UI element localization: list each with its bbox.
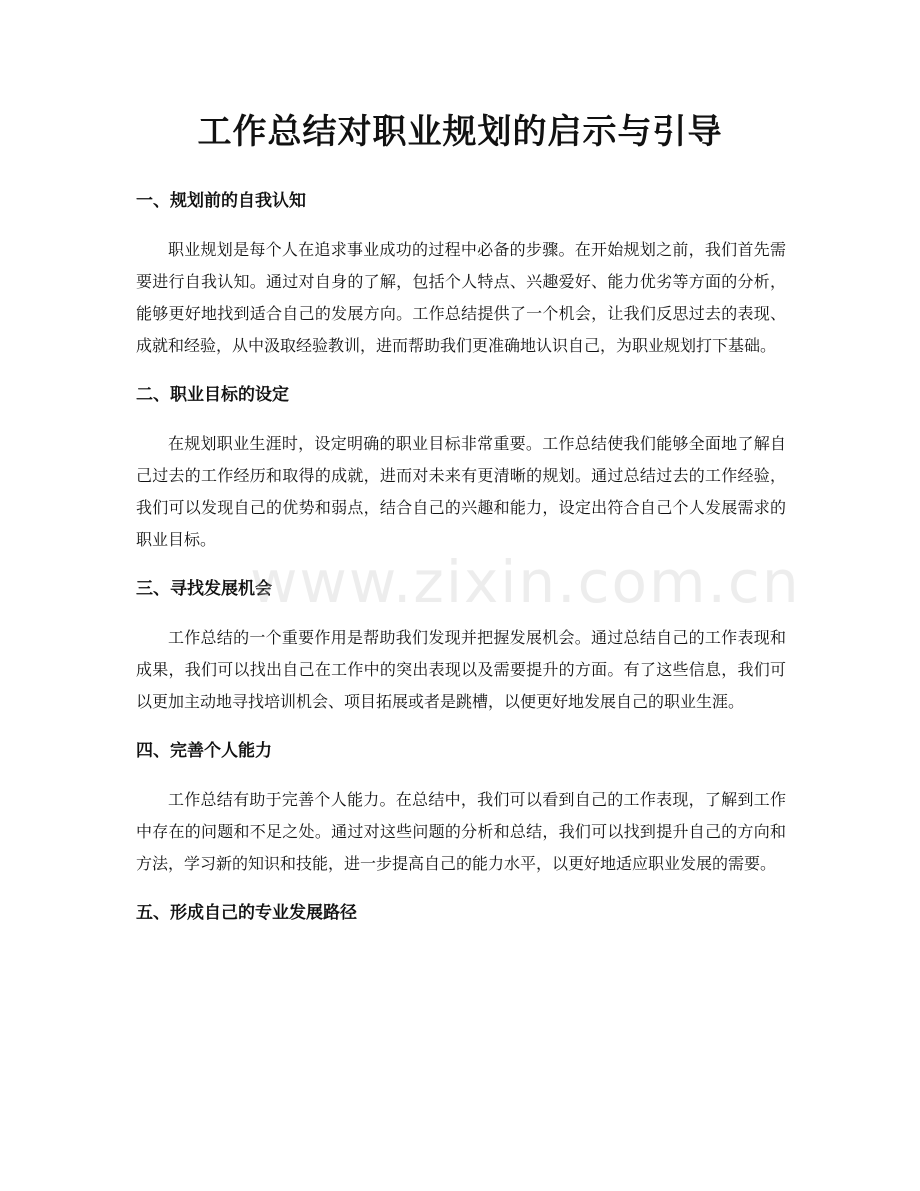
document-title: 工作总结对职业规划的启示与引导 <box>197 112 723 152</box>
section-heading: 四、完善个人能力 <box>136 741 272 761</box>
section-paragraph: 工作总结有助于完善个人能力。在总结中，我们可以看到自己的工作表现，了解到工作中存在的问题和不足之处。通过对这些问题的分析和总结，我们可以找到提升自己的方向和方法，学习新的知识和技能，进一步提高自己的能力水平，以更好地适应职业发展的需要。 <box>136 790 786 873</box>
section-paragraph: 在规划职业生涯时，设定明确的职业目标非常重要。工作总结使我们能够全面地了解自己过去的工作经历和取得的成就，进而对未来有更清晰的规划。通过总结过去的工作经验，我们可以发现自己的优势和弱点，结合自己的兴趣和能力，设定出符合自己个人发展需求的职业目标。 <box>136 434 786 549</box>
section-3 <box>136 570 786 718</box>
section-2 <box>136 376 786 556</box>
section-heading: 二、职业目标的设定 <box>136 385 289 405</box>
section-paragraph: 职业规划是每个人在追求事业成功的过程中必备的步骤。在开始规划之前，我们首先需要进行自我认知。通过对自身的了解，包括个人特点、兴趣爱好、能力优劣等方面的分析，能够更好地找到适合自己的发展方向。工作总结提供了一个机会，让我们反思过去的表现、成就和经验，从中汲取经验教训，进而帮助我们更准确地认识自己，为职业规划打下基础。 <box>136 240 786 355</box>
section-heading: 一、规划前的自我认知 <box>136 191 306 211</box>
section-heading: 五、形成自己的专业发展路径 <box>136 903 357 923</box>
document-content <box>136 182 801 932</box>
section-4 <box>136 732 786 880</box>
section-heading: 三、寻找发展机会 <box>136 579 272 599</box>
section-1 <box>136 182 786 362</box>
watermark: www.zixin.com.cn <box>250 548 801 616</box>
section-paragraph: 工作总结的一个重要作用是帮助我们发现并把握发展机会。通过总结自己的工作表现和成果，我们可以找出自己在工作中的突出表现以及需要提升的方面。有了这些信息，我们可以更加主动地寻找培训机会、项目拓展或者是跳槽，以便更好地发展自己的职业生涯。 <box>136 628 786 711</box>
section-5 <box>136 894 786 932</box>
